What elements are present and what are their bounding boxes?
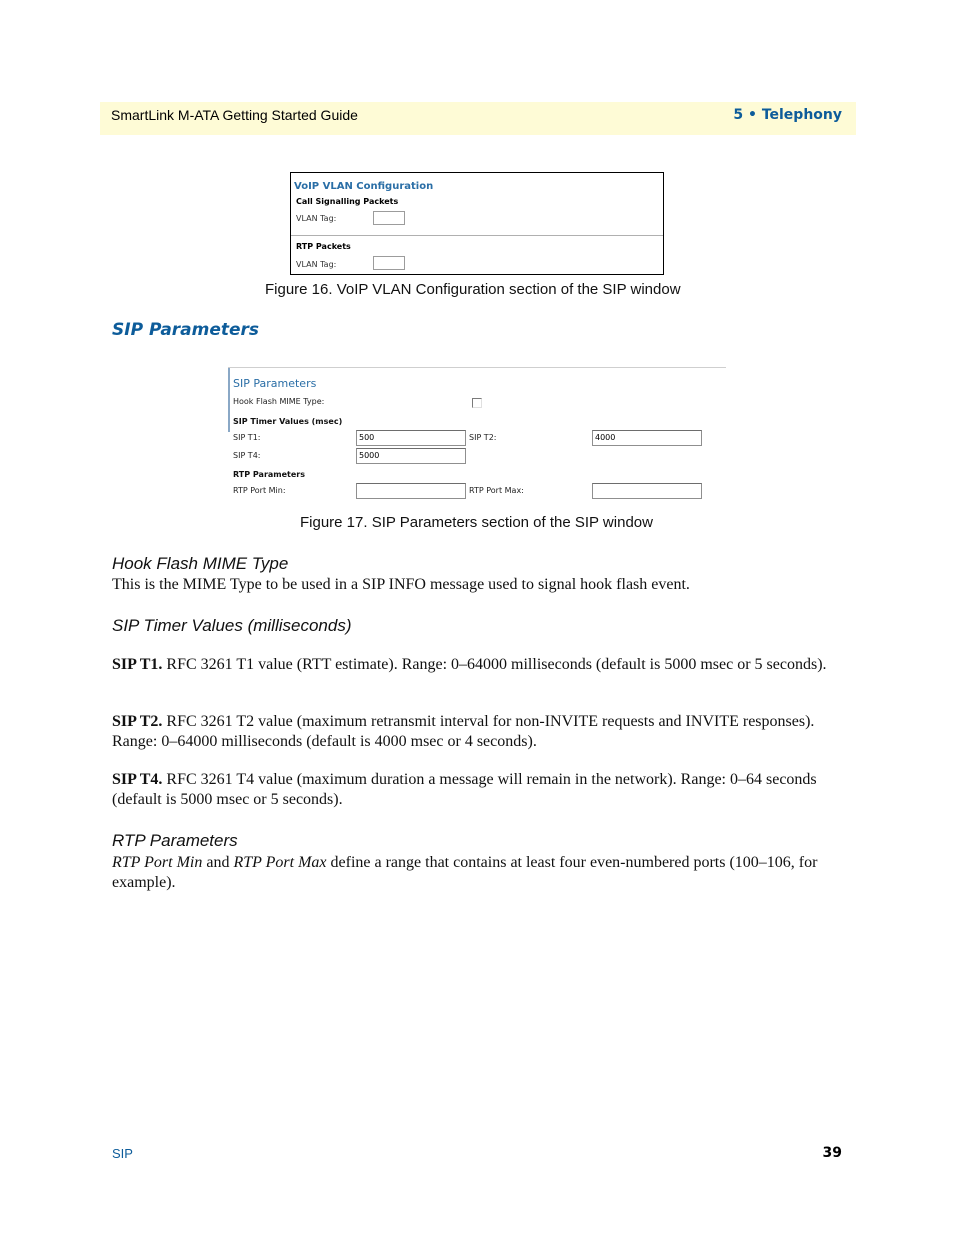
vlan-tag-label-signalling: VLAN Tag: — [296, 214, 337, 223]
figure-16-caption: Figure 16. VoIP VLAN Configuration section of the SIP window — [265, 281, 681, 298]
hook-flash-heading: Hook Flash MIME Type — [112, 554, 289, 573]
vlan-tag-input-rtp[interactable] — [373, 256, 405, 270]
sip-t2-term: SIP T2. — [112, 713, 163, 730]
sip-t2-label: SIP T2: — [469, 433, 497, 442]
sip-t4-label: SIP T4: — [233, 451, 261, 460]
sip-t1-description: RFC 3261 T1 value (RTT estimate). Range: 0–64000 milliseconds (default is 5000 msec or 5 seconds). — [162, 656, 827, 673]
figure-17-caption: Figure 17. SIP Parameters section of the SIP window — [300, 514, 653, 531]
page-header — [100, 102, 856, 135]
hook-flash-checkbox[interactable] — [472, 398, 482, 408]
sip-t4-input[interactable]: 5000 — [356, 448, 466, 464]
hook-flash-label: Hook Flash MIME Type: — [233, 397, 325, 406]
rtp-port-max-label: RTP Port Max: — [469, 486, 524, 495]
sip-t1-label: SIP T1: — [233, 433, 261, 442]
figure-17-sip-panel — [226, 367, 728, 503]
guide-title: SmartLink M-ATA Getting Started Guide — [111, 107, 358, 123]
sip-t2-paragraph — [112, 712, 842, 752]
rtp-parameters-heading: RTP Parameters — [233, 470, 306, 479]
rtp-packets-heading: RTP Packets — [296, 242, 351, 251]
timer-values-heading-text: SIP Timer Values (milliseconds) — [112, 616, 352, 635]
rtp-port-max-term: RTP Port Max — [233, 854, 327, 871]
timer-values-heading: SIP Timer Values (msec) — [233, 417, 343, 426]
page-number: 39 — [822, 1145, 842, 1161]
sip-t1-paragraph — [112, 655, 842, 675]
rtp-port-min-label: RTP Port Min: — [233, 486, 286, 495]
rtp-description: define a range that contains at least four even-numbered ports (100–106, for example). — [112, 854, 818, 891]
rtp-parameters-paragraph — [112, 853, 842, 893]
sip-t1-input[interactable]: 500 — [356, 430, 466, 446]
sip-t1-term: SIP T1. — [112, 656, 163, 673]
rtp-and-text: and — [202, 854, 234, 871]
rtp-parameters-heading-text: RTP Parameters — [112, 831, 238, 850]
footer-section: SIP — [112, 1146, 133, 1161]
sip-t2-description: RFC 3261 T2 value (maximum retransmit interval for non-INVITE requests and INVITE responses). Range: 0–64000 milliseconds (default is 4000 msec or 4 seconds). — [112, 713, 815, 750]
sip-t4-description: RFC 3261 T4 value (maximum duration a message will remain in the network). Range: 0–64 seconds (default is 5000 msec or 5 seconds). — [112, 771, 817, 808]
chapter-title: 5 • Telephony — [733, 107, 842, 123]
rtp-port-min-term: RTP Port Min — [112, 854, 203, 871]
section-divider — [291, 235, 663, 236]
vlan-panel-title: VoIP VLAN Configuration — [294, 181, 434, 192]
hook-flash-paragraph: This is the MIME Type to be used in a SIP INFO message used to signal hook flash event. — [112, 576, 690, 593]
vlan-tag-input-signalling[interactable] — [373, 211, 405, 225]
sip-panel-title: SIP Parameters — [233, 377, 317, 390]
sip-t4-paragraph — [112, 770, 842, 810]
section-title: SIP Parameters — [112, 320, 260, 340]
figure-16-vlan-panel — [290, 172, 664, 275]
panel-top-rule — [228, 367, 726, 368]
panel-side-rule — [228, 368, 230, 432]
sip-t2-input[interactable]: 4000 — [592, 430, 702, 446]
call-signalling-heading: Call Signalling Packets — [296, 197, 399, 206]
rtp-port-max-input[interactable] — [592, 483, 702, 499]
vlan-tag-label-rtp: VLAN Tag: — [296, 260, 337, 269]
rtp-port-min-input[interactable] — [356, 483, 466, 499]
sip-t4-term: SIP T4. — [112, 771, 163, 788]
